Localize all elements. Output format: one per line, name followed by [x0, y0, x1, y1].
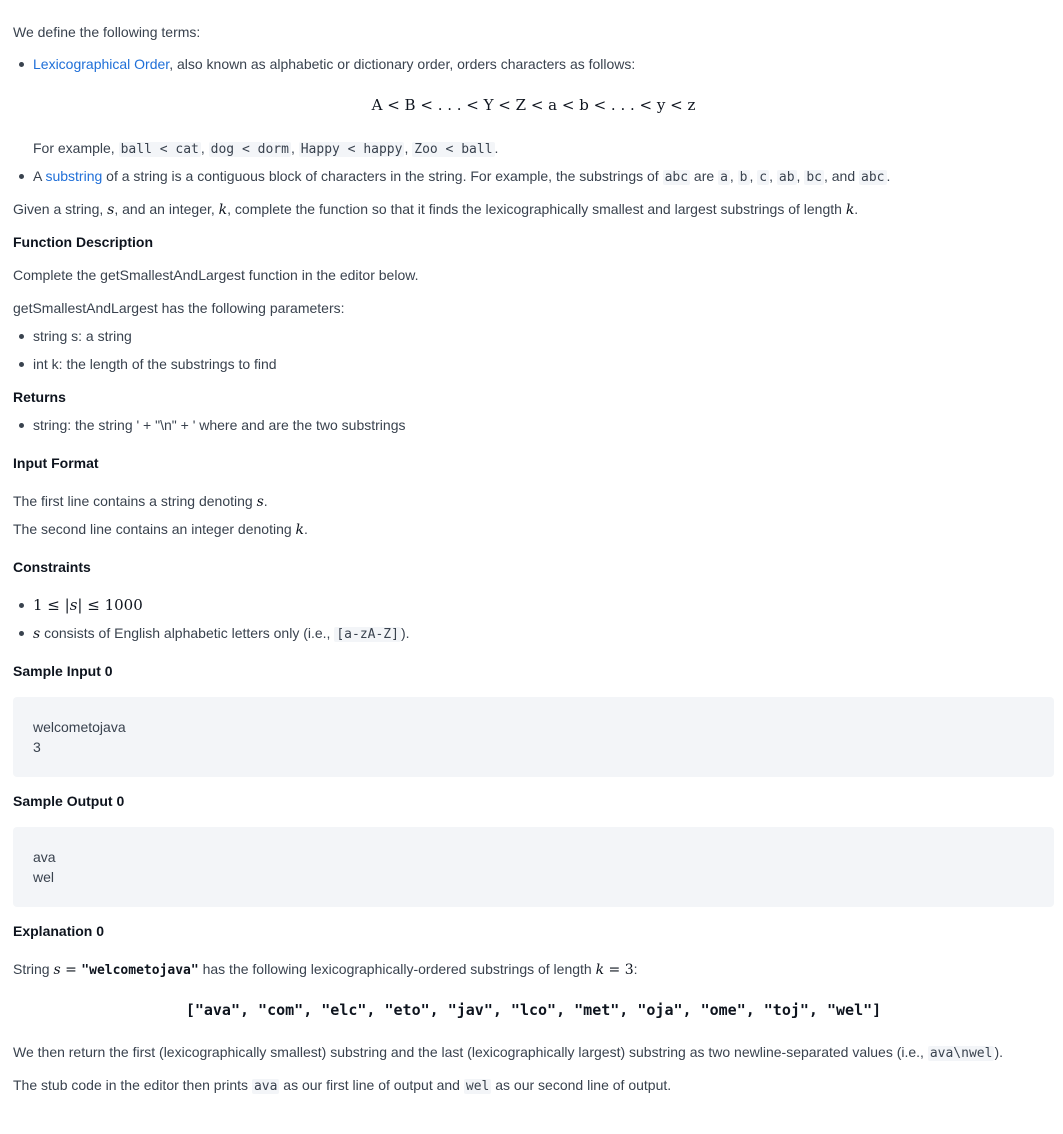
var-k: k — [845, 202, 855, 218]
k-value: = 3 — [604, 962, 634, 978]
bullet-icon — [19, 62, 24, 67]
code-example: Zoo < ball — [414, 142, 493, 157]
intro-text: We define the following terms: — [13, 24, 201, 40]
sep: , — [200, 140, 209, 156]
expl-p3: : — [633, 961, 638, 977]
var-k: k — [218, 202, 228, 218]
sample-input-block — [13, 697, 1054, 777]
input-format-line2 — [13, 519, 308, 540]
sample-output-block — [13, 827, 1054, 907]
explanation-heading: Explanation 0 — [13, 923, 105, 939]
constraint-math: | ≤ 1000 — [77, 596, 143, 614]
code-ab: ab — [778, 170, 795, 185]
given-p4: . — [854, 201, 859, 217]
code-result: ava\nwel — [929, 1046, 993, 1061]
code-charset: [a-zA-Z] — [336, 627, 399, 642]
var-k: k — [295, 522, 305, 538]
bullet-icon — [19, 362, 24, 367]
code-abc: abc — [664, 170, 689, 185]
expl-p1: String — [13, 961, 54, 977]
code-ava: ava — [253, 1079, 278, 1094]
code-example: dog < dorm — [210, 142, 289, 157]
parameters-intro: getSmallestAndLargest has the following parameters: — [13, 300, 345, 316]
line2-pre: The second line contains an integer denoting — [13, 521, 296, 537]
sep: , — [404, 140, 413, 156]
bullet-icon — [19, 423, 24, 428]
given-p2: , and an integer, — [114, 201, 219, 217]
line1-pre: The first line contains a string denoting — [13, 493, 257, 509]
sep: , — [796, 168, 805, 184]
example-prefix: For example, — [33, 140, 119, 156]
sample-output-heading: Sample Output 0 — [13, 793, 125, 809]
constraint-text: consists of English alphabetic letters only (i.e., — [40, 625, 335, 641]
end: ). — [994, 1044, 1004, 1060]
code-abc: abc — [861, 170, 885, 185]
sep: , — [749, 168, 758, 184]
code-bc: bc — [806, 170, 822, 185]
stub-pre: The stub code in the editor then prints — [13, 1077, 252, 1093]
code-example: Happy < happy — [300, 142, 403, 157]
substring-list: ["ava", "com", "elc", "eto", "jav", "lco", "met", "oja", "ome", "toj", "wel"] — [185, 1001, 882, 1019]
substr-pre: A — [33, 168, 46, 184]
code-a: a — [720, 170, 728, 185]
code-b: b — [739, 170, 748, 185]
expl-p2: has the following lexicographically-ordered substrings of length — [198, 961, 596, 977]
given-text — [13, 199, 858, 220]
return-explanation — [13, 1042, 1003, 1064]
order-formula: A < B < . . . < Y < Z < a < b < . . . < y < z — [371, 96, 696, 114]
var-s: s — [256, 494, 264, 510]
end: . — [494, 140, 499, 156]
substr-and: , and — [823, 168, 860, 184]
code-example: ball < cat — [120, 142, 199, 157]
eq: = — [60, 962, 82, 978]
substr-mid: of a string is a contiguous block of characters in the string. For example, the substrings of — [102, 168, 663, 184]
constraints-heading: Constraints — [13, 559, 91, 575]
lexicographical-order-link[interactable]: Lexicographical Order — [33, 56, 170, 72]
var-s: s — [69, 596, 78, 614]
end: . — [263, 493, 268, 509]
bullet-icon — [19, 603, 24, 608]
given-p1: Given a string, — [13, 201, 108, 217]
input-format-heading: Input Format — [13, 455, 99, 471]
var-s: s — [53, 962, 61, 978]
sample-input-line: 3 — [33, 739, 41, 755]
sample-input-heading: Sample Input 0 — [13, 663, 113, 679]
param-text: int k: the length of the substrings to find — [33, 356, 277, 372]
substring-link[interactable]: substring — [45, 168, 103, 184]
function-description-heading: Function Description — [13, 234, 153, 250]
stub-end: as our second line of output. — [491, 1077, 672, 1093]
sep: , — [769, 168, 777, 184]
stub-explanation — [13, 1075, 671, 1097]
code-c: c — [759, 170, 768, 185]
function-description-text: Complete the getSmallestAndLargest function in the editor below. — [13, 267, 419, 283]
substr-are: are — [690, 168, 719, 184]
returns-text: string: the string ' + "\n" + ' where and are the two substrings — [33, 417, 406, 433]
param-text: string s: a string — [33, 328, 132, 344]
code-wel: wel — [465, 1079, 490, 1094]
sample-output-line: ava — [33, 849, 56, 865]
input-format-line1 — [13, 491, 268, 512]
lex-description: , also known as alphabetic or dictionary order, orders characters as follows: — [169, 56, 636, 72]
string-literal: "welcometojava" — [81, 963, 199, 978]
constraint-math: 1 ≤ | — [33, 596, 70, 614]
sep: , — [729, 168, 738, 184]
bullet-icon — [19, 334, 24, 339]
bullet-icon — [19, 174, 24, 179]
returns-heading: Returns — [13, 389, 66, 405]
end: . — [886, 168, 891, 184]
end: ). — [400, 625, 410, 641]
bullet-icon — [19, 631, 24, 636]
lex-example — [33, 138, 498, 160]
end: . — [304, 521, 308, 537]
sample-output-line: wel — [33, 869, 55, 885]
var-s: s — [33, 626, 41, 642]
sample-input-line: welcometojava — [33, 719, 126, 735]
var-k: k — [595, 962, 605, 978]
var-s: s — [107, 202, 115, 218]
then-pre: We then return the first (lexicographically smallest) substring and the last (lexicographically largest) substring as two newline-separated values (i.e., — [13, 1044, 928, 1060]
explanation-text — [13, 959, 638, 981]
sep: , — [290, 140, 299, 156]
stub-mid: as our first line of output and — [279, 1077, 464, 1093]
given-p3: , complete the function so that it finds the lexicographically smallest and largest substrings of length — [227, 201, 846, 217]
